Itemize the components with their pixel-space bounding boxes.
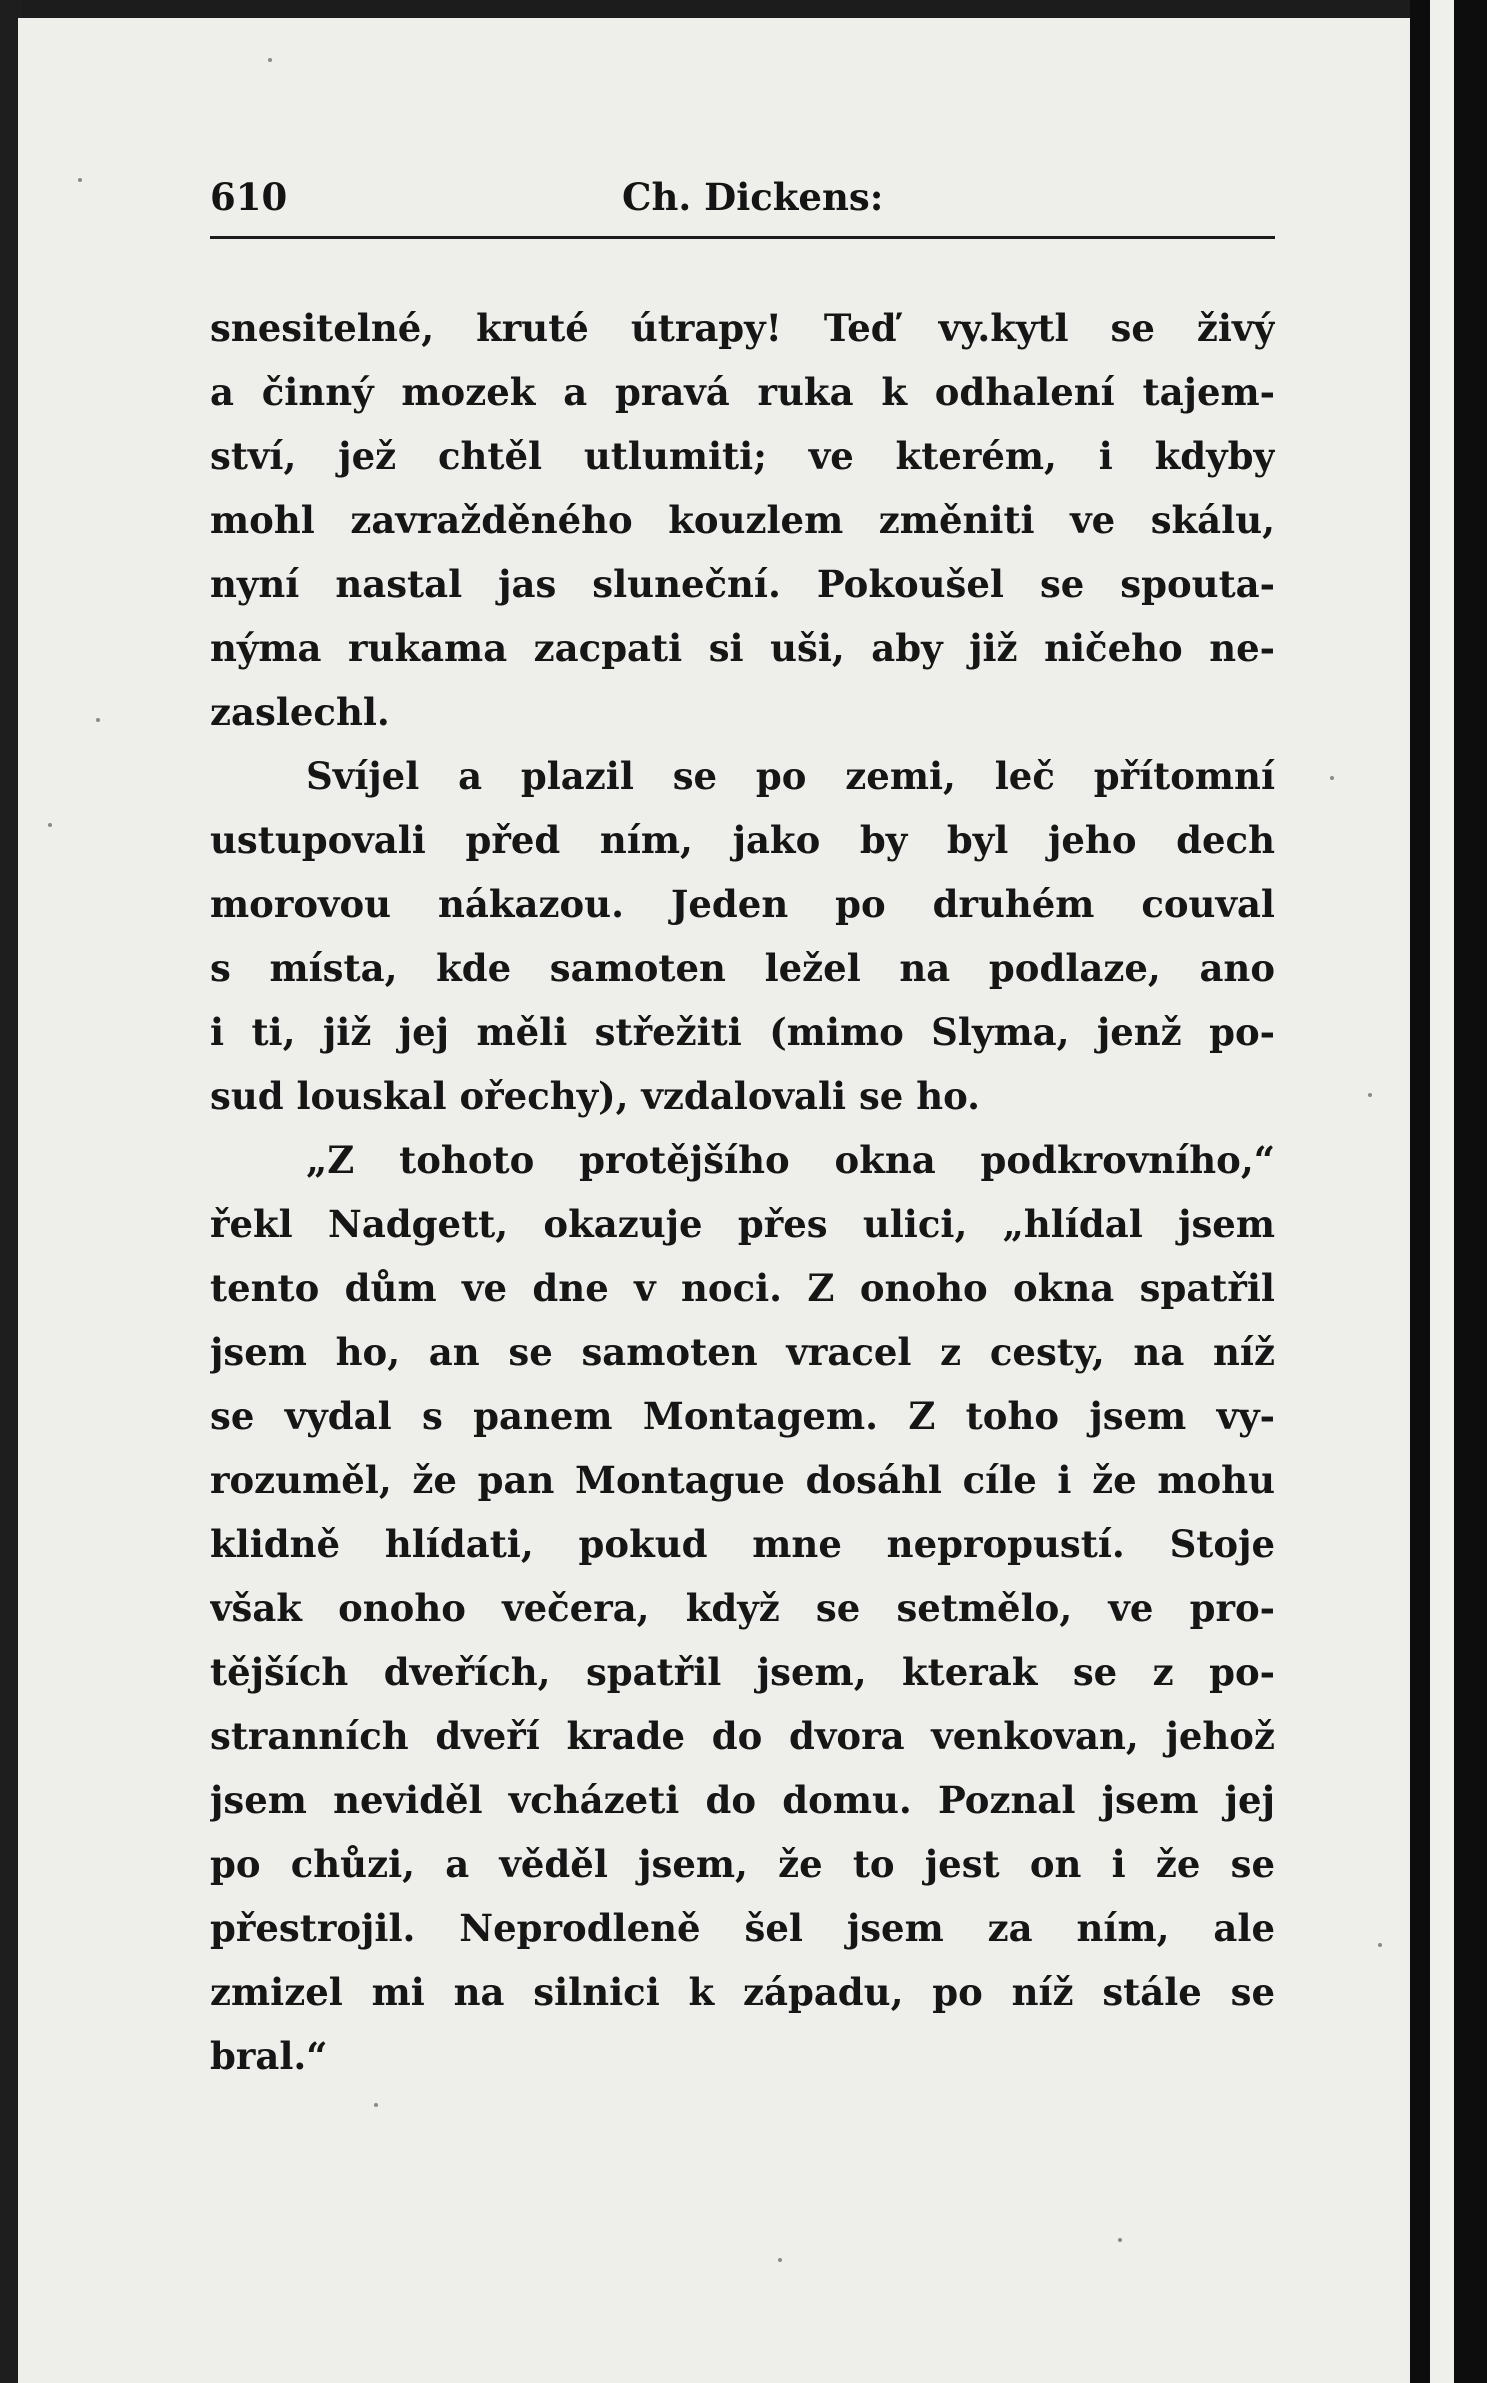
text-line: snesitelné, kruté útrapy! Teď vy.kytl se živý	[210, 306, 1275, 350]
text-line: přestrojil. Neprodleně šel jsem za ním, ale	[210, 1906, 1275, 1950]
text-line: morovou nákazou. Jeden po druhém couval	[210, 882, 1275, 926]
text-line: klidně hlídati, pokud mne nepropustí. Stoje	[210, 1522, 1275, 1566]
text-line: a činný mozek a pravá ruka k odhalení tajem-	[210, 370, 1275, 414]
text-line: s místa, kde samoten ležel na podlaze, ano	[210, 946, 1275, 990]
scan-top-edge	[0, 0, 1487, 20]
text-line: po chůzi, a věděl jsem, že to jest on i že se	[210, 1842, 1275, 1886]
text-line: tějších dveřích, spatřil jsem, kterak se z po-	[210, 1650, 1275, 1694]
text-line: nyní nastal jas sluneční. Pokoušel se spouta-	[210, 562, 1275, 606]
text-line: sud louskal ořechy), vzdalovali se ho.	[210, 1074, 981, 1118]
text-line: rozuměl, že pan Montague dosáhl cíle i že mohu	[210, 1458, 1275, 1502]
text-line: se vydal s panem Montagem. Z toho jsem vy-	[210, 1394, 1275, 1438]
scan-speck	[78, 178, 82, 182]
text-line: ustupovali před ním, jako by byl jeho dech	[210, 818, 1275, 862]
running-head	[210, 175, 1275, 231]
scan-speck	[1118, 2238, 1122, 2242]
paragraph-2	[210, 744, 1275, 1128]
scan-speck	[778, 2258, 782, 2262]
text-line: nýma rukama zacpati si uši, aby již ničeho ne-	[210, 626, 1275, 670]
text-line: zaslechl.	[210, 690, 390, 734]
text-line: Svíjel a plazil se po zemi, leč přítomní	[306, 754, 1275, 798]
scan-speck	[268, 58, 272, 62]
scan-right-edge	[1410, 0, 1487, 2383]
scan-speck	[1378, 1943, 1382, 1947]
running-title: Ch. Dickens:	[622, 175, 884, 219]
text-line: tento dům ve dne v noci. Z onoho okna spatřil	[210, 1266, 1275, 1310]
text-line: mohl zavražděného kouzlem změniti ve skálu,	[210, 498, 1275, 542]
text-line: ství, jež chtěl utlumiti; ve kterém, i kdyby	[210, 434, 1275, 478]
scan-right-band	[1430, 0, 1454, 2383]
header-rule	[210, 236, 1275, 239]
text-line: jsem neviděl vcházeti do domu. Poznal jsem jej	[210, 1778, 1275, 1822]
scan-speck	[48, 823, 52, 827]
scan-speck	[1330, 776, 1334, 780]
text-line: jsem ho, an se samoten vracel z cesty, na níž	[210, 1330, 1275, 1374]
scan-speck	[374, 2103, 378, 2107]
text-line: řekl Nadgett, okazuje přes ulici, „hlídal jsem	[210, 1202, 1275, 1246]
text-line: však onoho večera, když se setmělo, ve pro-	[210, 1586, 1275, 1630]
scan-speck	[1368, 1093, 1372, 1097]
text-line: stranních dveří krade do dvora venkovan, jehož	[210, 1714, 1275, 1758]
body-text	[210, 296, 1275, 2088]
page-number: 610	[210, 175, 288, 219]
paragraph-1	[210, 296, 1275, 744]
paragraph-3	[210, 1128, 1275, 2088]
text-line: i ti, již jej měli střežiti (mimo Slyma, jenž po-	[210, 1010, 1275, 1054]
text-line: bral.“	[210, 2034, 328, 2078]
scan-speck	[96, 718, 100, 722]
text-line: „Z tohoto protějšího okna podkrovního,“	[306, 1138, 1275, 1182]
text-line: zmizel mi na silnici k západu, po níž stále se	[210, 1970, 1275, 2014]
